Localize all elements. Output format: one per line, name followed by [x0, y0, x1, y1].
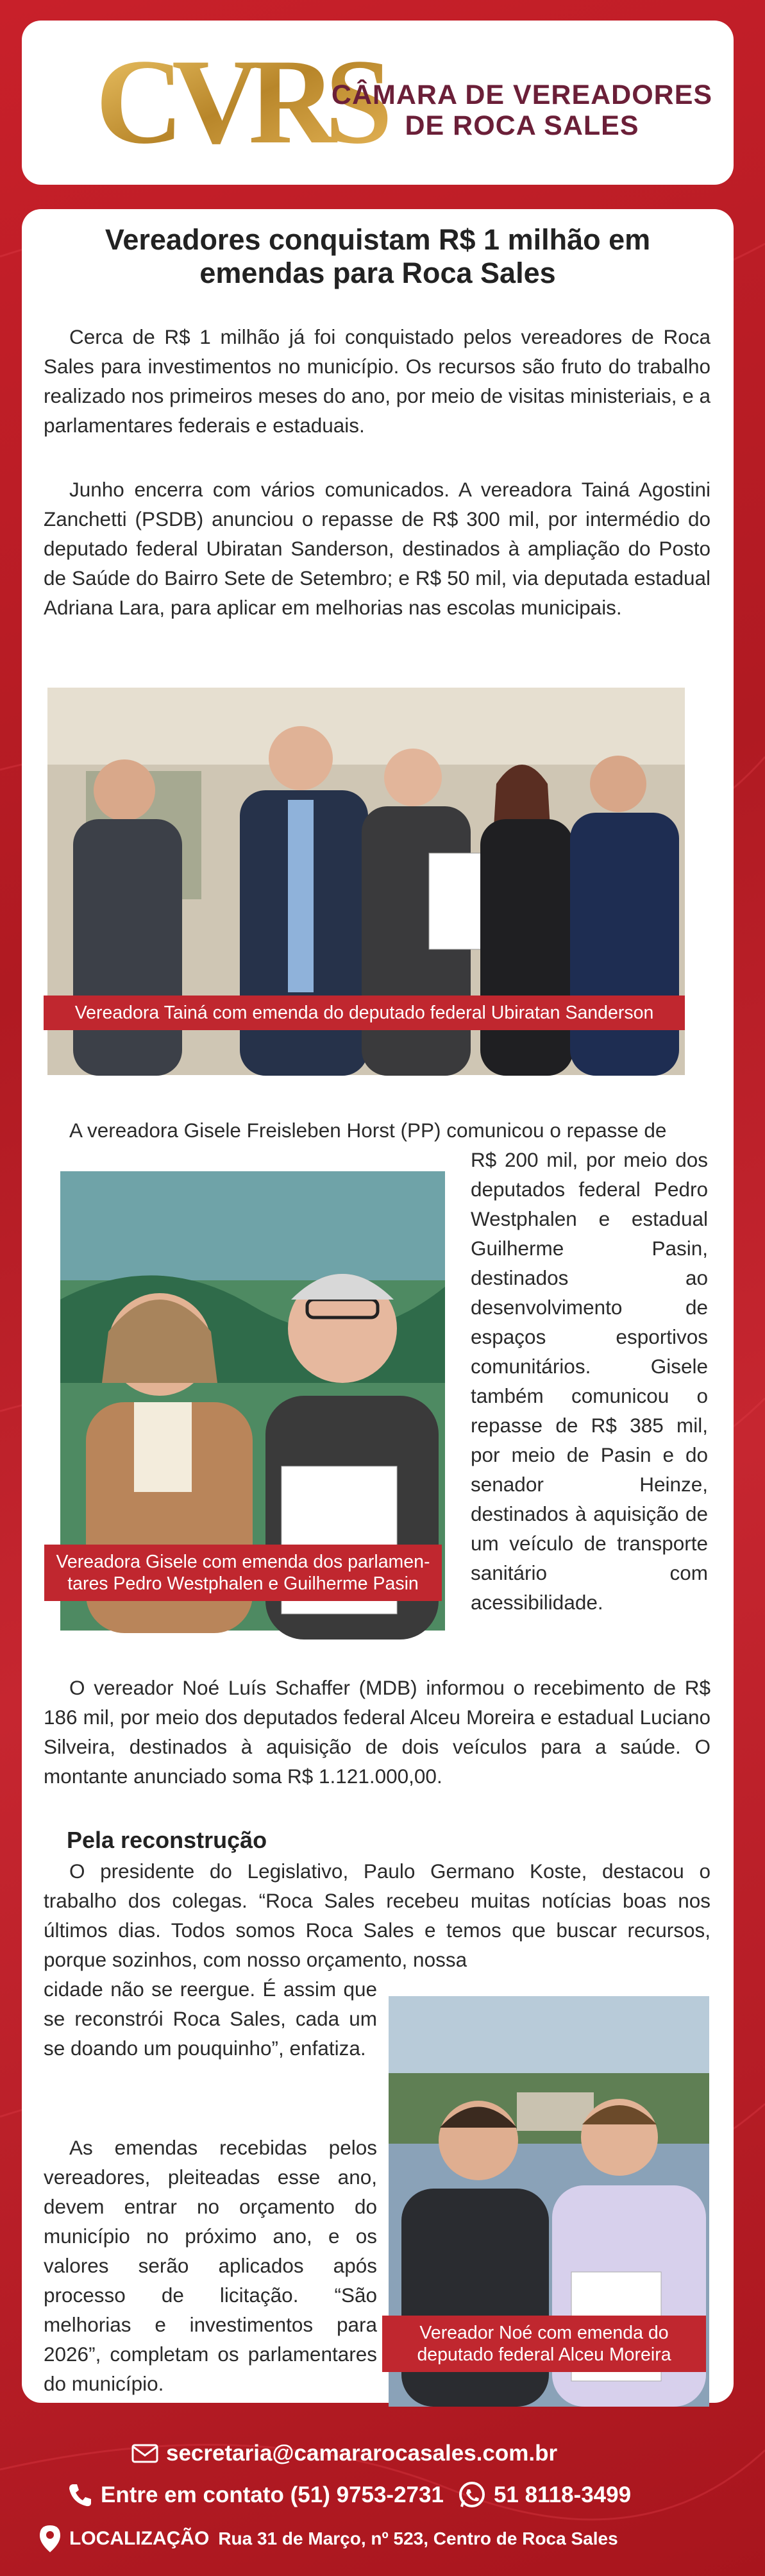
org-name-line2: DE ROCA SALES — [405, 110, 639, 141]
paragraph-intro: Cerca de R$ 1 milhão já foi conquistado pelos vereadores de Roca Sales para investimentos no município. Os recursos são fruto do trabalho realizado nos primeiros meses do ano, por meio de visitas ministeriais, e a parlamentares federais e estaduais. — [44, 325, 710, 437]
whatsapp-icon — [458, 2481, 486, 2509]
paragraph-president-wrap: cidade não se reergue. É assim que se reconstrói Roca Sales, cada um se doando um pouquinho”, enfatiza. — [44, 1978, 377, 2060]
org-name-line1: CÂMARA DE VEREADORES — [331, 80, 713, 110]
footer-address: Rua 31 de Março, nº 523, Centro de Roca Sales — [218, 2529, 618, 2548]
footer-location-row — [38, 2524, 618, 2554]
section-subhead: Pela reconstrução — [67, 1827, 267, 1853]
paragraph-emendas: As emendas recebidas pelos vereadores, pleiteadas esse ano, devem entrar no orçamento do município no próximo ano, e os valores serão aplicados após processo de licitação. “São melhorias e investimentos para 2026”, completam os parlamentares do município. — [44, 2136, 377, 2395]
paragraph-noe: O vereador Noé Luís Schaffer (MDB) informou o recebimento de R$ 186 mil, por meio dos deputados federal Alceu Moreira e estadual Luciano Silveira, destinados à aquisição de dois veículos para a saúde. O montante anunciado soma R$ 1.121.000,00. — [44, 1676, 710, 1788]
cvrs-logo — [96, 35, 382, 169]
footer-contact-row — [67, 2481, 631, 2509]
header-card — [22, 21, 734, 185]
svg-text:CVRS: CVRS — [96, 35, 382, 169]
paragraph-taina: Junho encerra com vários comunicados. A vereadora Tainá Agostini Zanchetti (PSDB) anunciou o repasse de R$ 300 mil, por intermédio do deputado federal Ubiratan Sanderson, destinados à ampliação do Posto de Saúde do Bairro Sete de Setembro; e R$ 50 mil, via deputada estadual Adriana Lara, para aplicar em melhorias nas escolas municipais. — [44, 478, 710, 619]
footer-location-label: LOCALIZAÇÃO — [69, 2528, 210, 2549]
paragraph-gisele-intro: A vereadora Gisele Freisleben Horst (PP) comunicou o repasse de — [69, 1119, 667, 1142]
organization-name — [323, 80, 721, 141]
phone-icon — [67, 2482, 93, 2508]
headline-line2: emendas para Roca Sales — [199, 257, 556, 289]
caption-gisele — [44, 1545, 442, 1601]
caption-noe-line1: Vereador Noé com emenda do — [419, 2323, 669, 2343]
paragraph-gisele-body: R$ 200 mil, por meio dos deputados federal Pedro Westphalen e estadual Guilherme Pasin, destinados ao desenvolvimento de espaços esportivos comunitários. Gisele também comunicou o repasse de R$ 385 mil, por meio de Pasin e do senador Heinze, destinados à aquisição de um veículo de transporte sanitário com acessibilidade. — [471, 1148, 708, 1614]
footer-whatsapp[interactable]: 51 8118-3499 — [493, 2482, 632, 2507]
caption-gisele-line1: Vereadora Gisele com emenda dos parlamen- — [56, 1552, 430, 1572]
footer-email[interactable]: secretaria@camararocasales.com.br — [166, 2441, 558, 2466]
caption-taina: Vereadora Tainá com emenda do deputado federal Ubiratan Sanderson — [44, 996, 685, 1030]
paragraph-president: O presidente do Legislativo, Paulo Germano Koste, destacou o trabalho dos colegas. “Roca Sales recebeu muitas notícias boas nos últimos dias. Todos somos Roca Sales e temos que buscar recursos, porque sozinhos, com nosso orçamento, nossa — [44, 1860, 710, 1971]
footer-email-row — [131, 2441, 557, 2466]
mail-icon — [131, 2444, 158, 2463]
location-pin-icon — [38, 2524, 62, 2554]
headline-line1: Vereadores conquistam R$ 1 milhão em — [105, 223, 651, 256]
caption-noe — [382, 2316, 706, 2372]
caption-gisele-line2: tares Pedro Westphalen e Guilherme Pasin — [67, 1573, 419, 1594]
footer-contact[interactable]: Entre em contato (51) 9753-2731 — [101, 2482, 444, 2507]
article-card — [22, 209, 734, 2403]
caption-noe-line2: deputado federal Alceu Moreira — [417, 2344, 671, 2365]
article-headline — [80, 223, 676, 290]
